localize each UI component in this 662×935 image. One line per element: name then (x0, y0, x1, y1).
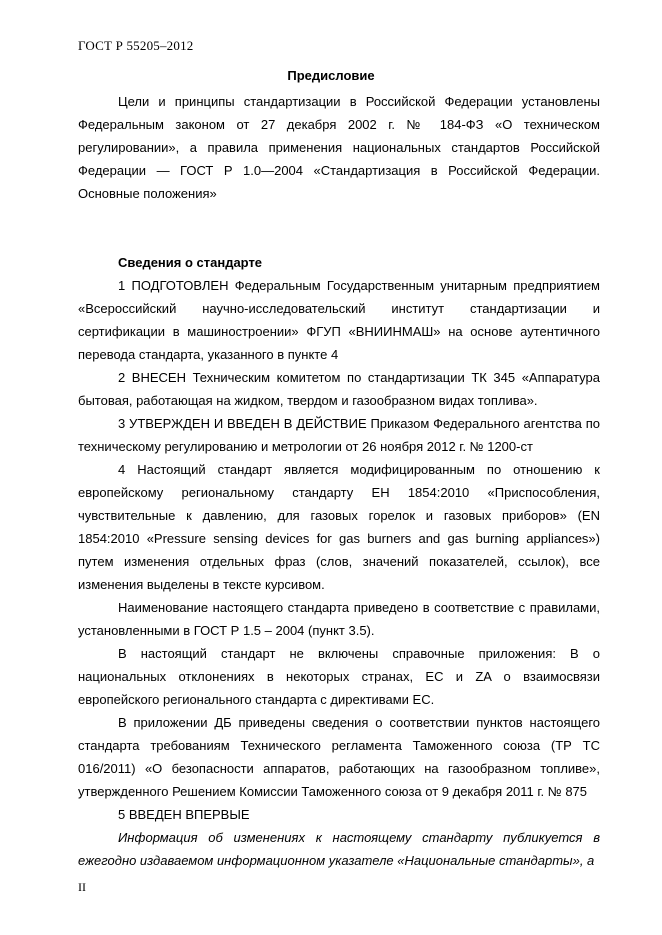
paragraph: 3 УТВЕРЖДЕН И ВВЕДЕН В ДЕЙСТВИЕ Приказом Федерального агентства по техническому регулированию и метрологии от 26 ноября 2012 г. № 1200-ст (78, 416, 600, 454)
paragraph: 1 ПОДГОТОВЛЕН Федеральным Государственным унитарным предприятием «Всероссийский научно-исследовательский институт стандартизации и сертификации в машиностроении» ФГУП «ВНИИНМАШ» на основе аутентичного перевода стандарта, указанного в пункте 4 (78, 278, 600, 362)
spacer (78, 228, 600, 251)
document-number: ГОСТ Р 55205–2012 (78, 38, 194, 53)
section-title: Сведения о стандарте (118, 255, 263, 270)
paragraph: В приложении ДБ приведены сведения о соответствии пунктов настоящего стандарта требованиям Технического регламента Таможенного союза (ТР ТС 016/2011) «О безопасности аппаратов, работающих на газообразном топливе», утвержденного Решением Комиссии Таможенного союза от 9 декабря 2011 г. № 875 (78, 715, 600, 799)
italic-note: Информация об изменениях к настоящему стандарту публикуется в ежегодно издаваемом информационном указателе «Национальные стандарты», а (78, 830, 600, 868)
spacer (78, 205, 600, 228)
paragraph: 2 ВНЕСЕН Техническим комитетом по стандартизации ТК 345 «Аппаратура бытовая, работающая на жидком, твердом и газообразном видах топлива». (78, 370, 600, 408)
intro-paragraph: Цели и принципы стандартизации в Российской Федерации установлены Федеральным законом от 27 декабря 2002 г. № 184-ФЗ «О техническом регулировании», а правила применения национальных стандартов Российской Федерации — ГОСТ Р 1.0—2004 «Стандартизация в Российской Федерации. Основные положения» (78, 94, 600, 201)
page-title: Предисловие (287, 68, 375, 83)
page-number: II (78, 880, 86, 894)
paragraph: 5 ВВЕДЕН ВПЕРВЫЕ (118, 807, 250, 822)
document-body (78, 90, 600, 872)
paragraph: Наименование настоящего стандарта приведено в соответствие с правилами, установленными в ГОСТ Р 1.5 – 2004 (пункт 3.5). (78, 600, 600, 638)
paragraph: В настоящий стандарт не включены справочные приложения: В о национальных отклонениях в некоторых странах, ЕС и ZA о взаимосвязи европейского регионального стандарта с директивами ЕС. (78, 646, 600, 707)
paragraph: 4 Настоящий стандарт является модифицированным по отношению к европейскому региональному стандарту ЕН 1854:2010 «Приспособления, чувствительные к давлению, для газовых горелок и газовых приборов» (EN 1854:2010 «Pressure sensing devices for gas burners and gas burning appliances») путем изменения отдельных фраз (слов, значений показателей, ссылок), все изменения выделены в тексте курсивом. (78, 462, 600, 592)
